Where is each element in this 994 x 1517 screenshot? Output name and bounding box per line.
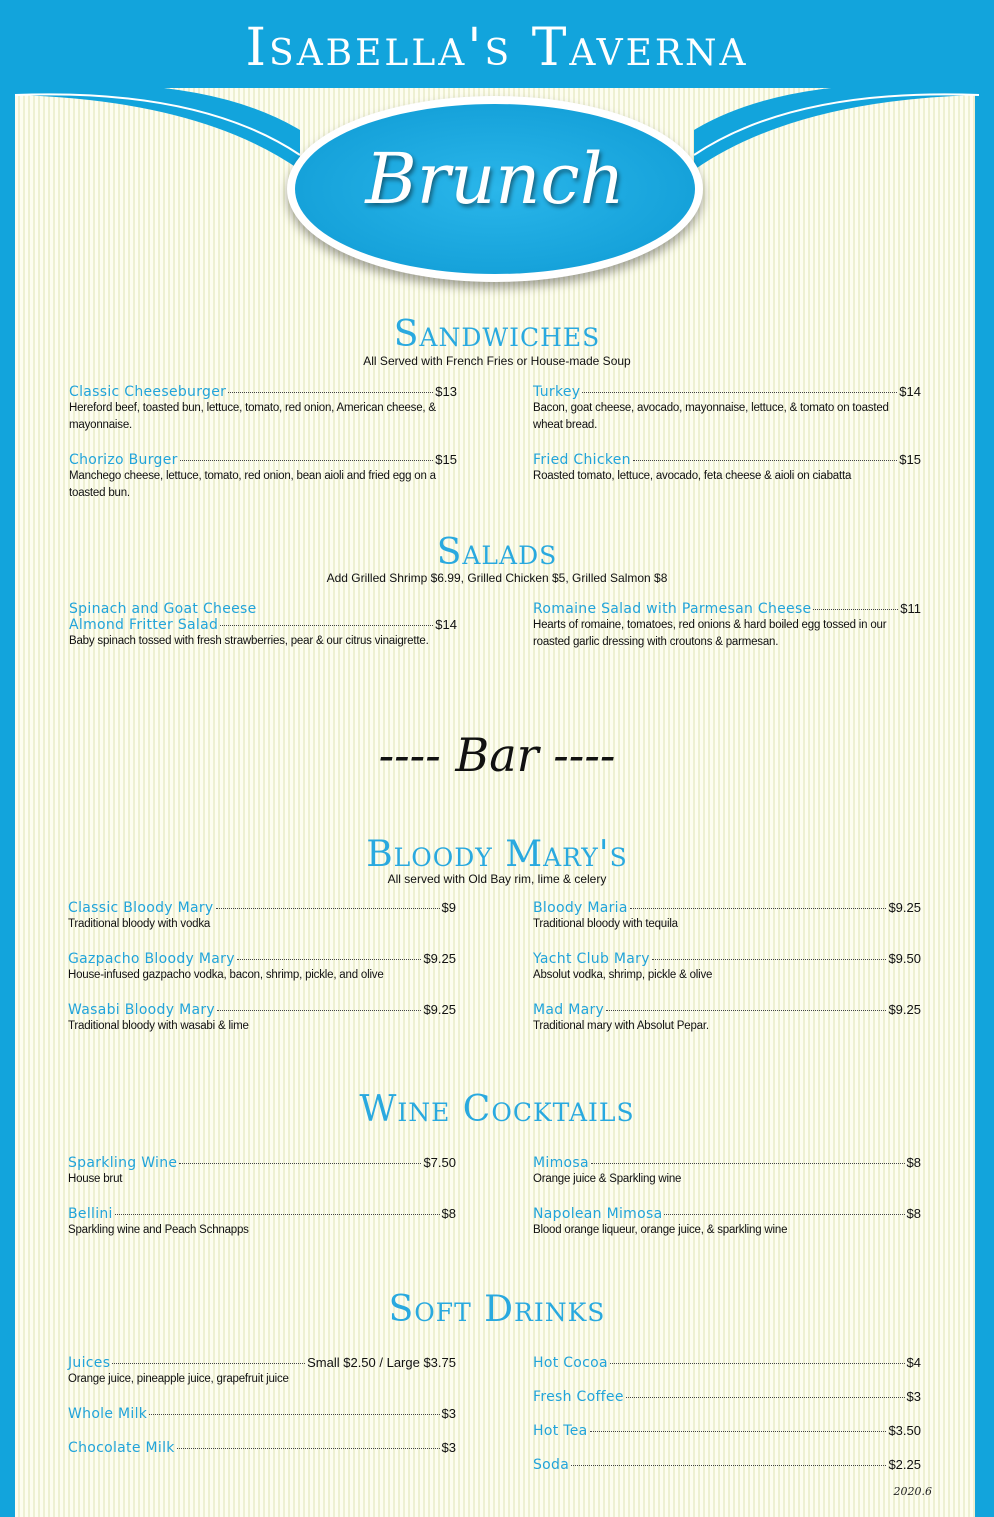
item-name: Napolean Mimosa [533, 1206, 663, 1222]
menu-item [533, 452, 921, 485]
item-name: Hot Cocoa [533, 1355, 608, 1371]
menu-item [68, 1155, 456, 1188]
leader-dots [626, 1397, 905, 1398]
item-name: Fried Chicken [533, 452, 631, 468]
menu-item [68, 1355, 456, 1388]
item-description: Manchego cheese, lettuce, tomato, red onion, bean aioli and fried egg on a toasted bun. [69, 470, 436, 499]
soft-drinks-title: Soft Drinks [388, 1289, 606, 1330]
item-name: Almond Fritter Salad [69, 617, 219, 633]
item-description: Hereford beef, toasted bun, lettuce, tomato, red onion, American cheese, & mayonnaise. [69, 402, 436, 431]
item-price: $7.50 [423, 1155, 456, 1170]
item-description: Traditional bloody with wasabi & lime [68, 1020, 249, 1032]
menu-item [68, 1206, 456, 1239]
item-price: $13 [435, 384, 457, 399]
item-price: $8 [906, 1206, 921, 1221]
menu-item [533, 384, 921, 434]
item-description: Sparkling wine and Peach Schnapps [68, 1224, 249, 1236]
item-description: Traditional bloody with tequila [533, 918, 678, 930]
item-description: Traditional bloody with vodka [68, 918, 211, 930]
leader-dots [610, 1363, 905, 1364]
item-price: $3 [441, 1440, 456, 1455]
item-price: $8 [906, 1155, 921, 1170]
item-price: $9 [441, 900, 456, 915]
item-name: Bellini [68, 1206, 113, 1222]
menu-item [69, 452, 457, 502]
item-description: Bacon, goat cheese, avocado, mayonnaise, lettuce, & tomato on toasted wheat bread. [533, 402, 889, 431]
brunch-oval [295, 104, 695, 274]
menu-item [68, 1406, 456, 1422]
item-name: Chocolate Milk [68, 1440, 175, 1456]
item-description: House brut [68, 1173, 123, 1185]
menu-item [68, 900, 456, 933]
leader-dots [112, 1363, 305, 1364]
item-price: $14 [435, 617, 457, 632]
item-description: Orange juice & Sparkling wine [533, 1173, 682, 1185]
leader-dots [591, 1163, 905, 1164]
menu-item [533, 1389, 921, 1405]
leader-dots [115, 1214, 440, 1215]
brunch-label: Brunch [365, 138, 625, 220]
leader-dots [149, 1414, 439, 1415]
item-price: $9.25 [423, 951, 456, 966]
item-name: Gazpacho Bloody Mary [68, 951, 235, 967]
item-name: Wasabi Bloody Mary [68, 1002, 215, 1018]
page-title: Isabella's Taverna [245, 18, 749, 78]
menu-item [533, 1457, 921, 1473]
item-description: Roasted tomato, lettuce, avocado, feta cheese & aioli on ciabatta [533, 470, 852, 482]
menu-item [68, 951, 456, 984]
menu-item [533, 1002, 921, 1035]
menu-item [533, 1423, 921, 1439]
item-price: $3 [441, 1406, 456, 1421]
item-price: $4 [906, 1355, 921, 1370]
leader-dots [664, 1214, 904, 1215]
bloody-marys-title: Bloody Mary's [366, 834, 628, 875]
item-name: Mimosa [533, 1155, 589, 1171]
item-description: Hearts of romaine, tomatoes, red onions & hard boiled egg tossed in our roasted garlic dressing with croutons & parmesan. [533, 619, 887, 648]
brunch-badge [287, 96, 703, 282]
leader-dots [652, 959, 887, 960]
item-price: $15 [899, 452, 921, 467]
leader-dots [590, 1431, 887, 1432]
item-name: Turkey [533, 384, 581, 400]
item-price: $9.25 [423, 1002, 456, 1017]
item-price: $11 [900, 601, 921, 616]
salads-subtitle: Add Grilled Shrimp $6.99, Grilled Chicken $5, Grilled Salmon $8 [326, 571, 668, 585]
item-price: $9.25 [888, 900, 921, 915]
leader-dots [237, 959, 422, 960]
version-note: 2020.6 [893, 1485, 932, 1498]
item-price: $8 [441, 1206, 456, 1221]
item-description: Absolut vodka, shrimp, pickle & olive [533, 969, 713, 981]
leader-dots [606, 1010, 886, 1011]
item-price: $15 [435, 452, 457, 467]
menu-item [69, 384, 457, 434]
leader-dots [571, 1465, 886, 1466]
sandwiches-title: Sandwiches [393, 314, 601, 355]
item-price: $9.25 [888, 1002, 921, 1017]
item-name: Hot Tea [533, 1423, 588, 1439]
item-name: Yacht Club Mary [533, 951, 650, 967]
menu-item [68, 1440, 456, 1456]
sandwiches-subtitle: All Served with French Fries or House-made Soup [363, 354, 631, 368]
menu-item [69, 601, 457, 650]
menu-item [533, 601, 921, 651]
item-description: Blood orange liqueur, orange juice, & sparkling wine [533, 1224, 788, 1236]
item-description: Baby spinach tossed with fresh strawberries, pear & our citrus vinaigrette. [69, 635, 429, 647]
item-name: Bloody Maria [533, 900, 628, 916]
leader-dots [216, 908, 440, 909]
salads-title: Salads [436, 532, 558, 573]
item-price: $2.25 [888, 1457, 921, 1472]
leader-dots [177, 1448, 440, 1449]
item-description: Traditional mary with Absolut Pepar. [533, 1020, 709, 1032]
leader-dots [228, 392, 433, 393]
leader-dots [179, 1163, 421, 1164]
leader-dots [582, 392, 897, 393]
item-name: Chorizo Burger [69, 452, 178, 468]
item-name: Classic Bloody Mary [68, 900, 214, 916]
item-price: $3.50 [888, 1423, 921, 1438]
menu-item [68, 1002, 456, 1035]
item-price: $9.50 [888, 951, 921, 966]
menu-item [533, 1155, 921, 1188]
wine-cocktails-title: Wine Cocktails [359, 1089, 635, 1130]
item-price: Small $2.50 / Large $3.75 [307, 1355, 456, 1370]
item-name: Fresh Coffee [533, 1389, 624, 1405]
item-name: Juices [68, 1355, 111, 1371]
item-name-line1: Spinach and Goat Cheese [69, 601, 257, 617]
menu-item [533, 1206, 921, 1239]
item-price: $14 [899, 384, 921, 399]
item-name: Classic Cheeseburger [69, 384, 227, 400]
item-description: Orange juice, pineapple juice, grapefruit juice [68, 1373, 289, 1385]
item-price: $3 [906, 1389, 921, 1404]
bar-heading: ---- Bar ---- [378, 728, 616, 782]
leader-dots [813, 609, 898, 610]
item-name: Sparkling Wine [68, 1155, 178, 1171]
leader-dots [633, 460, 897, 461]
leader-dots [180, 460, 434, 461]
item-description: House-infused gazpacho vodka, bacon, shrimp, pickle, and olive [68, 969, 384, 981]
bloody-marys-subtitle: All served with Old Bay rim, lime & celery [387, 872, 607, 886]
menu-item [533, 1355, 921, 1371]
menu-item [533, 951, 921, 984]
item-name: Mad Mary [533, 1002, 605, 1018]
item-name: Whole Milk [68, 1406, 148, 1422]
leader-dots [217, 1010, 421, 1011]
item-name: Romaine Salad with Parmesan Cheese [533, 601, 812, 617]
menu-item [533, 900, 921, 933]
item-name: Soda [533, 1457, 570, 1473]
leader-dots [630, 908, 887, 909]
leader-dots [220, 625, 433, 626]
